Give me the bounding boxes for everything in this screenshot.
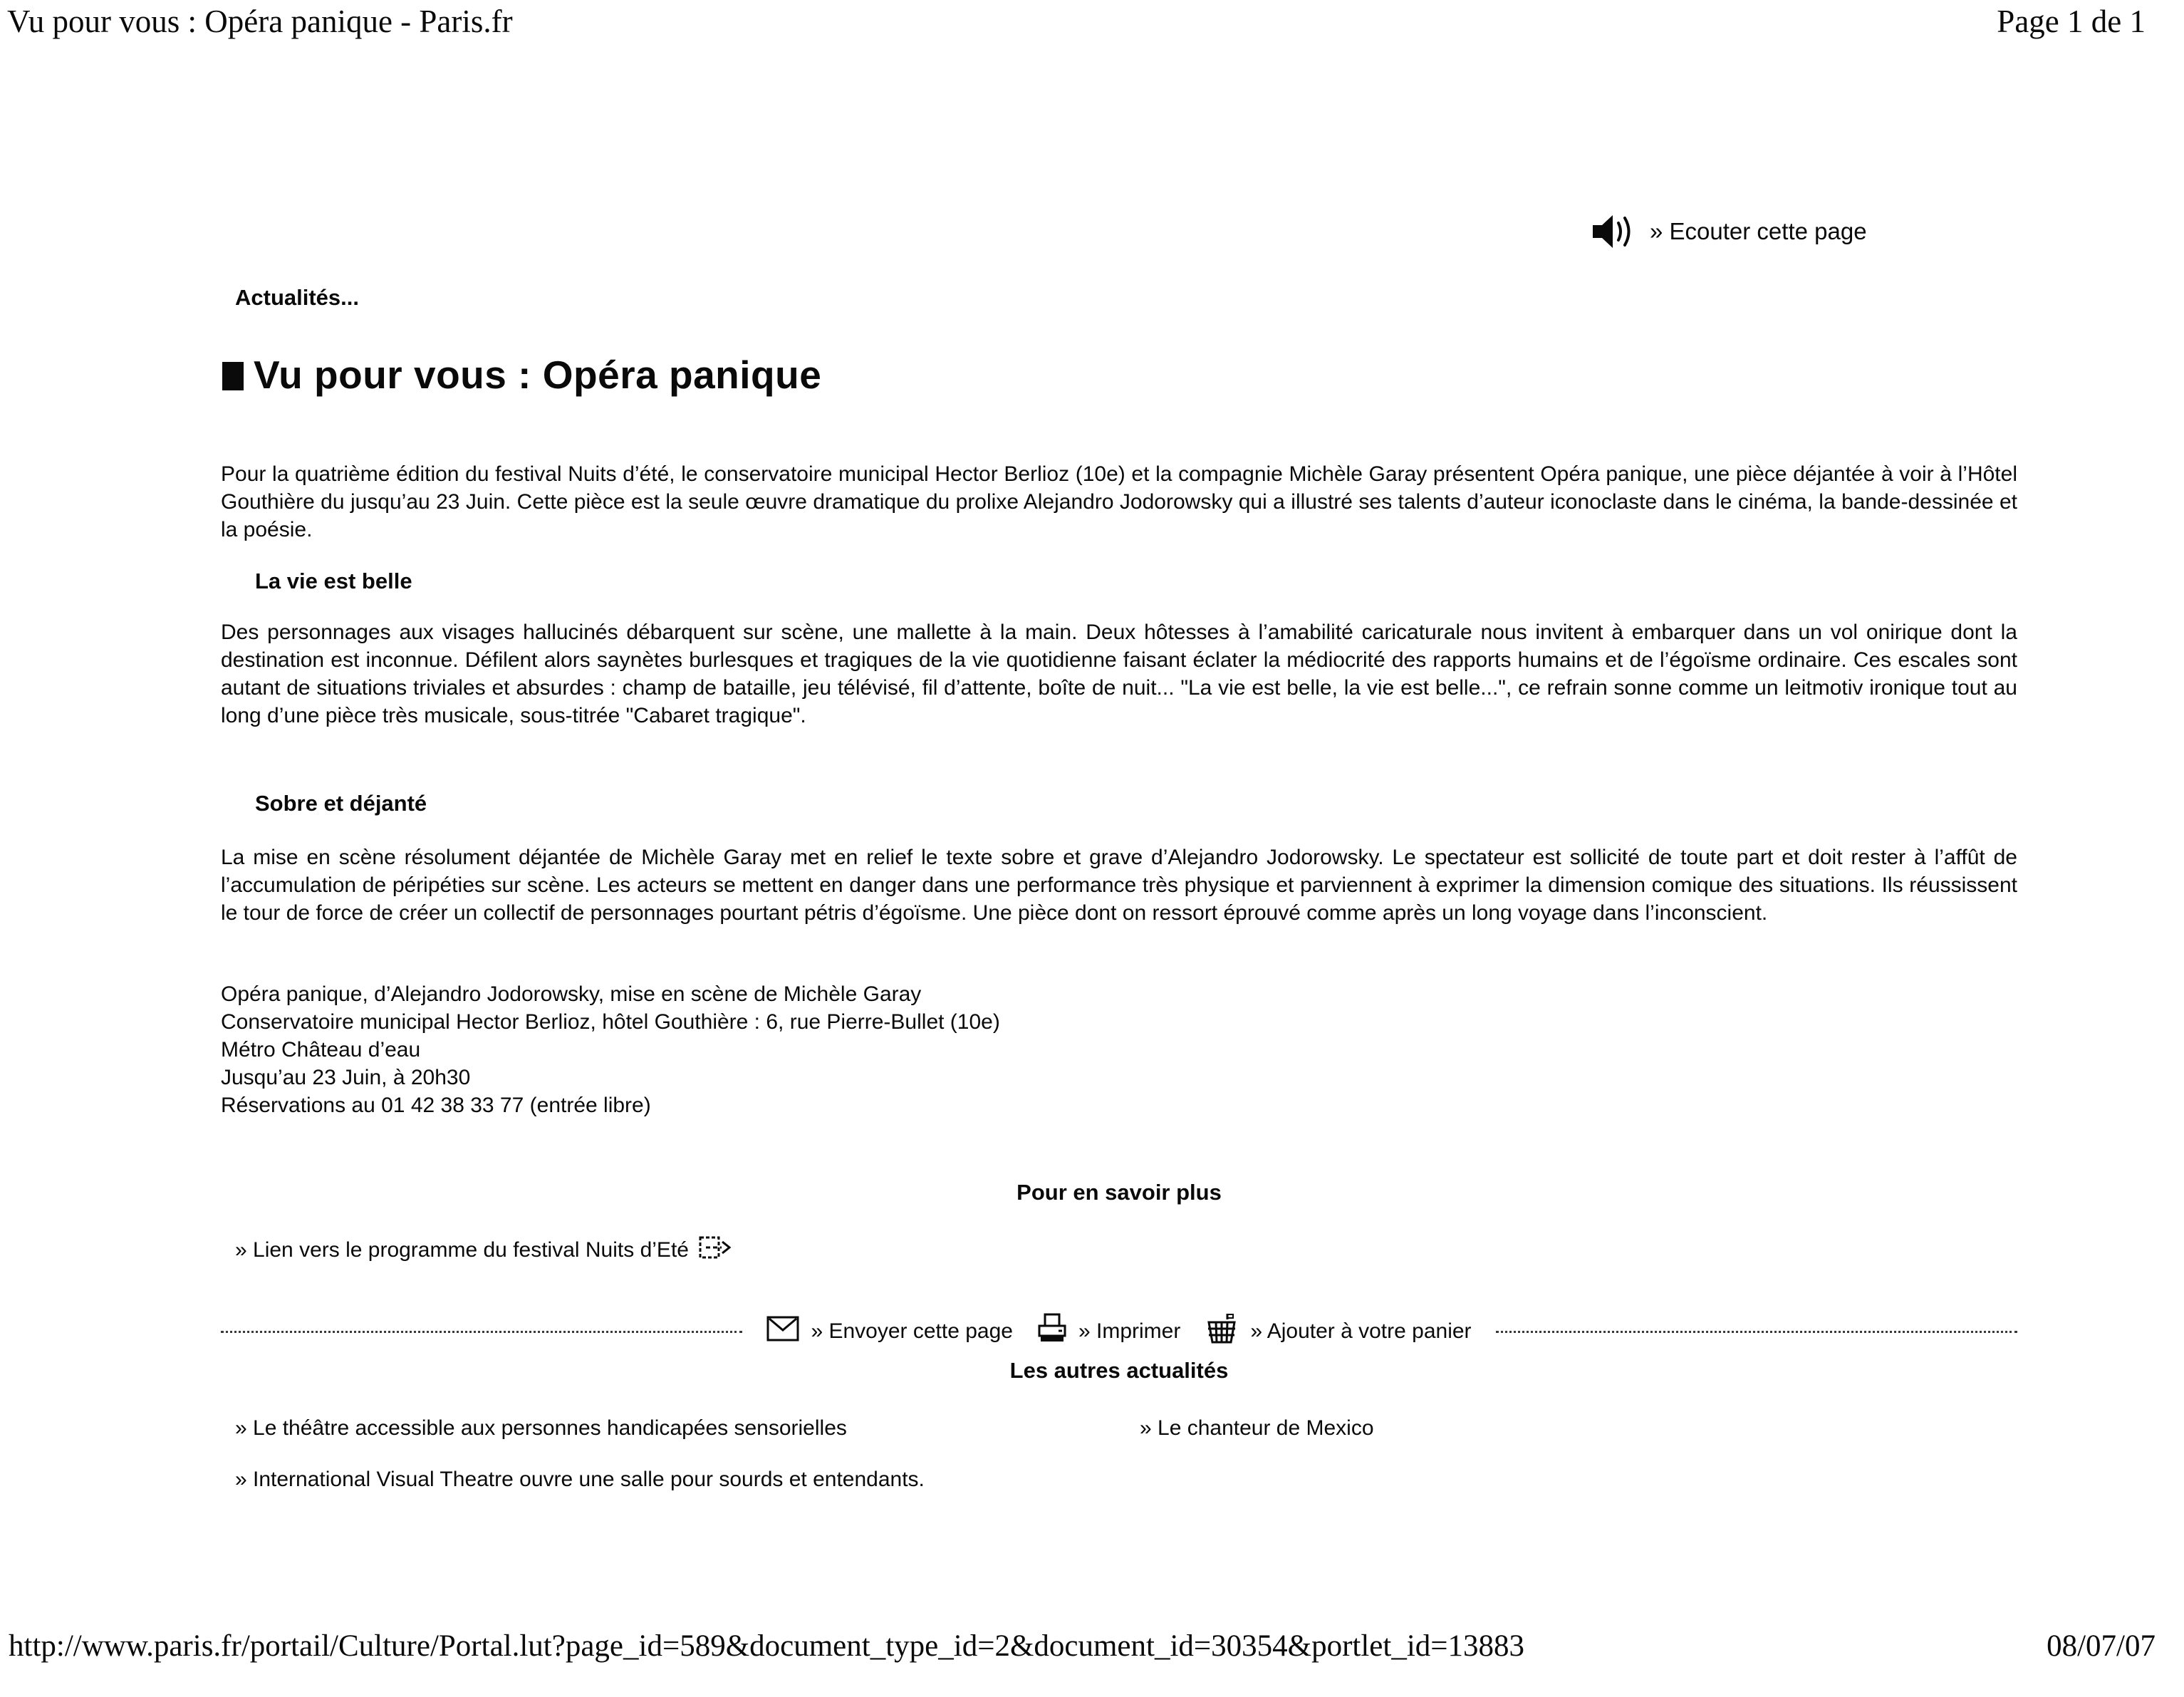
print-label: » Imprimer bbox=[1078, 1319, 1181, 1343]
add-to-basket-label: » Ajouter à votre panier bbox=[1250, 1319, 1472, 1343]
speaker-icon bbox=[1590, 211, 1636, 252]
listen-link-label: » Ecouter cette page bbox=[1650, 218, 1867, 244]
print-footer-url: http://www.paris.fr/portail/Culture/Portal.lut?page_id=589&document_type_id=2&document_id=30354&portlet_id=13883 bbox=[9, 1629, 1525, 1663]
envelope-icon bbox=[766, 1316, 799, 1347]
section-body-la-vie-est-belle: Des personnages aux visages hallucinés débarquent sur scène, une mallette à la main. Deux hôtesses à l’amabilité caricaturale nous invitent à embarquer dans un vol onirique dont la destination est inconnue. Défilent alors saynètes burlesques et tragiques de la vie quotidienne faisant éclater la médiocrité des rapports humains et de l’égoïsme ordinaire. Ces escales sont autant de situations triviales et absurdes : champ de bataille, jeu télévisé, fil d’attente, boîte de nuit... "La vie est belle, la vie est belle...", ce refrain sonne comme un leitmotiv ironique tout au long d’une pièce très musicale, sous-titrée "Cabaret tragique". bbox=[221, 621, 2017, 727]
send-page-button[interactable] bbox=[766, 1316, 1013, 1347]
print-header-title: Vu pour vous : Opéra panique - Paris.fr bbox=[7, 4, 513, 39]
section-heading-la-vie-est-belle: La vie est belle bbox=[255, 569, 412, 593]
printer-icon bbox=[1037, 1313, 1067, 1350]
event-detail-line: Réservations au 01 42 38 33 77 (entrée libre) bbox=[221, 1094, 651, 1117]
festival-program-link-label: » Lien vers le programme du festival Nuits d’Eté bbox=[235, 1238, 689, 1262]
external-link-icon bbox=[699, 1234, 732, 1267]
listen-link[interactable] bbox=[1590, 211, 1867, 252]
print-footer-date: 08/07/07 bbox=[2047, 1629, 2156, 1663]
page-title bbox=[222, 352, 821, 398]
article-intro: Pour la quatrième édition du festival Nuits d’été, le conservatoire municipal Hector Berlioz (10e) et la compagnie Michèle Garay présentent Opéra panique, une pièce déjantée à voir à l’Hôtel Gouthière du jusqu’au 23 Juin. Cette pièce est la seule œuvre dramatique du prolixe Alejandro Jodorowsky qui a illustré ses talents d’auteur iconoclaste dans le cinéma, la bande-dessinée et la poésie. bbox=[221, 462, 2017, 541]
print-footer bbox=[9, 1629, 2156, 1664]
basket-icon bbox=[1205, 1312, 1239, 1351]
dashed-divider bbox=[221, 1331, 742, 1333]
article-kicker: Actualités... bbox=[235, 285, 359, 310]
page-title-text: Vu pour vous : Opéra panique bbox=[254, 353, 822, 397]
event-detail-line: Jusqu’au 23 Juin, à 20h30 bbox=[221, 1066, 471, 1089]
print-button[interactable] bbox=[1037, 1313, 1180, 1350]
send-page-label: » Envoyer cette page bbox=[811, 1319, 1013, 1343]
news-link-theatre-accessible[interactable]: » Le théâtre accessible aux personnes handicapées sensorielles bbox=[235, 1416, 847, 1440]
print-header-page-info: Page 1 de 1 bbox=[1997, 4, 2146, 39]
section-heading-sobre-et-dejante: Sobre et déjanté bbox=[255, 791, 427, 816]
dashed-divider bbox=[1496, 1331, 2017, 1333]
title-square-bullet bbox=[222, 362, 244, 390]
event-details bbox=[221, 980, 1000, 1119]
section-body-sobre-et-dejante: La mise en scène résolument déjantée de Michèle Garay met en relief le texte sobre et grave d’Alejandro Jodorowsky. Le spectateur est sollicité de toute part et doit rester à l’affût de l’accumulation de péripéties sur scène. Les acteurs se mettent en danger dans une performance très physique et parviennent à exprimer la dimension comique des situations. Ils réussissent le tour de force de créer un collectif de personnages pourtant pétris d’égoïsme. Une pièce dont on ressort éprouvé comme après un long voyage dans l’inconscient. bbox=[221, 846, 2017, 925]
print-header bbox=[7, 4, 2146, 40]
add-to-basket-button[interactable] bbox=[1205, 1312, 1471, 1351]
action-bar bbox=[221, 1309, 2017, 1354]
event-detail-line: Opéra panique, d’Alejandro Jodorowsky, mise en scène de Michèle Garay bbox=[221, 982, 922, 1006]
more-info-heading: Pour en savoir plus bbox=[1016, 1180, 1222, 1205]
event-detail-line: Métro Château d’eau bbox=[221, 1038, 421, 1062]
festival-program-link[interactable] bbox=[235, 1234, 732, 1267]
news-link-international-visual-theatre[interactable]: » International Visual Theatre ouvre une salle pour sourds et entendants. bbox=[235, 1468, 925, 1491]
news-link-chanteur-mexico[interactable]: » Le chanteur de Mexico bbox=[1140, 1416, 1374, 1440]
event-detail-line: Conservatoire municipal Hector Berlioz, hôtel Gouthière : 6, rue Pierre-Bullet (10e) bbox=[221, 1010, 1000, 1034]
other-news-heading: Les autres actualités bbox=[1009, 1358, 1229, 1383]
